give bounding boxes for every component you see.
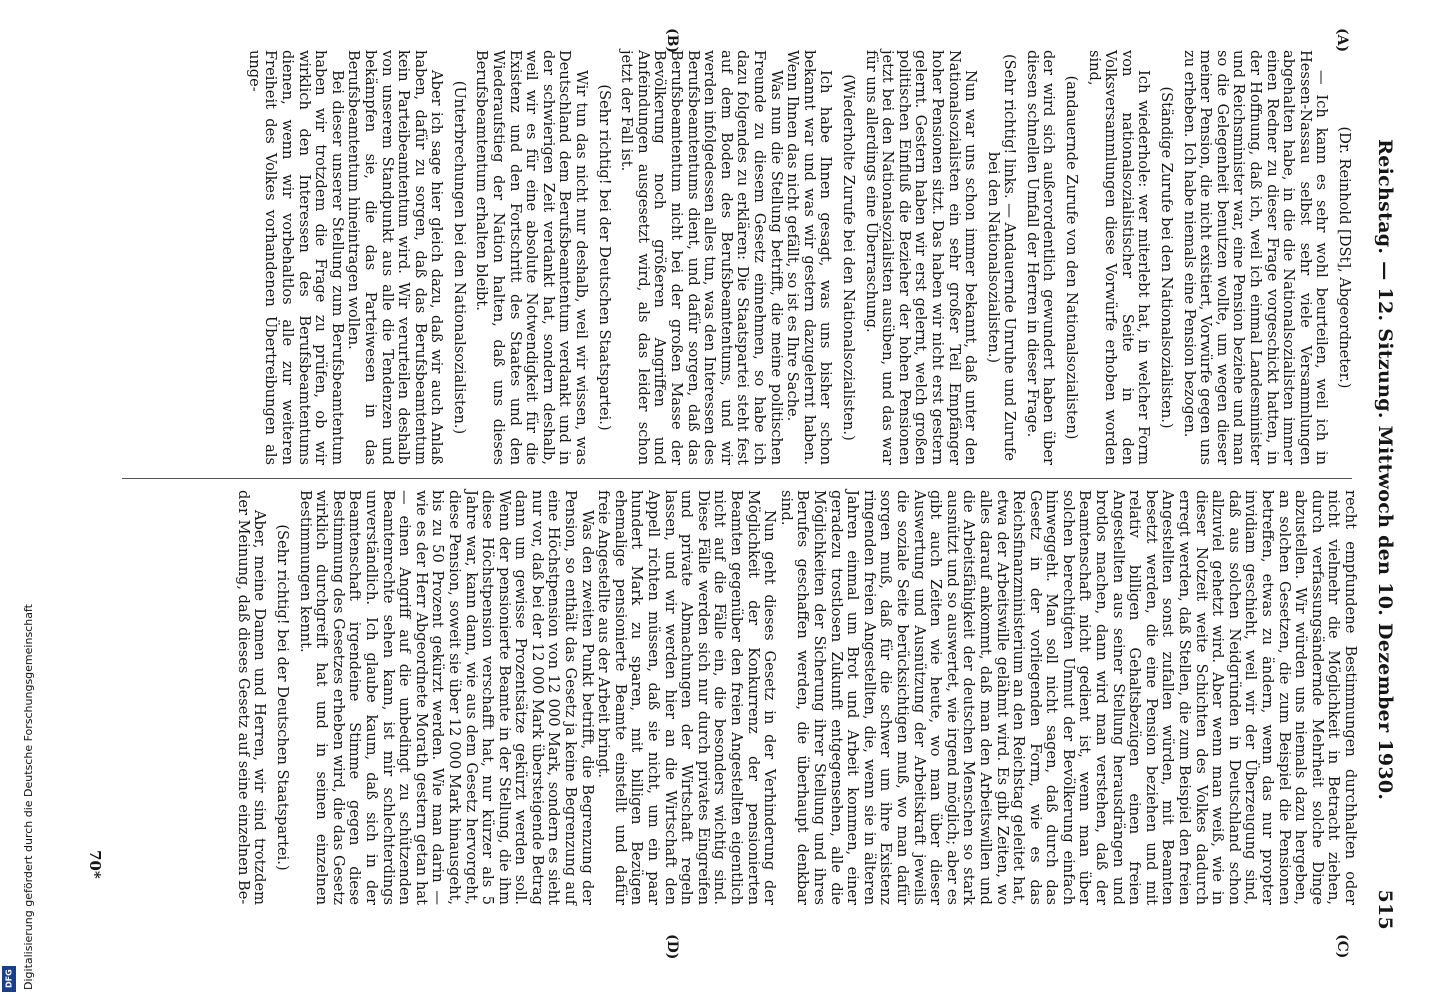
margin-marker-b: (B): [664, 28, 680, 54]
margin-marker-d: (D): [664, 934, 680, 960]
paragraph: — Ich kann es sehr wohl beurteilen, weil ich in Hessen-Nassau selbst sehr viele Versammlungen abgehalten habe, in die die Nationalsozialisten immer einen Redner zu dieser Frage vorgeschickt hatten, in der Hoffnung, daß ich, weil ich einmal Landesminister und Reichsminister war, eine Pension beziehe und man so die Gelegenheit benutzen wollte, um wegen dieser meiner Pension, die nicht existiert, Vorwürfe gegen uns zu erheben. Ich habe niemals eine Pension bezogen.: [1180, 50, 1331, 465]
left-column: [245, 50, 1358, 465]
paragraph: Aber ich sage hier gleich dazu, daß wir auch Anlaß haben, dafür zu sorgen, daß das Berufsbeamtentum kein Parteibeamtentum wird. Wir verurteilen deshalb von unserem Standpunkt aus alle die Tendenzen und bekämpfen sie, die das Parteiwesen in das Berufsbeamtentum hineintragen wollen.: [345, 50, 446, 465]
paragraph: der wird sich außerordentlich gewundert haben über diesen schnellen Umfall der Herren in dieser Frage.: [1023, 50, 1058, 465]
paragraph: Was nun die Stellung betrifft, die meine politischen Freunde zu diesem Gesetz einnehmen, so habe ich dazu folgendes zu erklären: Die Staatspartei steht fest auf dem Boden des Berufsbeamtentums, und wir werden infolgedessen alles tun, was den Interessen des Berufsbeamtentums dient, und dafür sorgen, daß das Berufsbeamtentum nicht bei der großen Masse der Bevölkerung noch größeren Angriffen und Anfeindungen ausgesetzt wird, als das leider schon jetzt der Fall ist.: [618, 50, 785, 465]
header-title: Reichstag. — 12. Sitzung. Mittwoch den 10. Dezember 1930.: [1374, 139, 1396, 801]
paragraph: recht empfundene Bestimmungen durchhalten oder nicht vielmehr die Möglichkeit in Betracht ziehen, durch verfassungsändernde Mehrheit solche Dinge abzustellen. Wir würden uns niemals dazu hergeben, an solchen Gesetzen, die zum Beispiel die Pensionen betreffen, etwas zu ändern, wenn das nur propter invidiam geschieht, weil wir der Überzeugung sind, daß aus solchen Neidgründen in Deutschland schon allzuviel gehetzt wird. Aber wenn man weiß, wie in dieser Notzeit weite Schichten des Volkes dadurch erregt werden, daß Stellen, die zum Beispiel den freien Angestellten sonst zufallen würden, mit Beamten besetzt werden, die eine Pension beziehen und mit relativ billigen Gehaltsbezügen einen freien Angestellten aus seiner Stellung herausdrängen und brotlos machen, dann wird man verstehen, daß der Beamtenschaft nicht gedient ist, wenn man über solchen berechtigten Unmut der Bevölkerung einfach hinweggeht. Man soll nicht sagen, daß durch das Gesetz in der vorliegenden Form, wie es das Reichsfinanzministerium an den Reichstag geleitet hat, etwa der Arbeitswille gelähmt wird. Es gibt Zeiten, wo alles darauf ankommt, daß man den Arbeitswillen und die Arbeitsfähigkeit der deutschen Menschen so stark ausnützt und so auswertet, wie irgend möglich; aber es gibt auch Zeiten wie heute, wo man über dieser Auswertung und Ausnützung der Arbeitskraft jeweils die soziale Seite berücksichtigen muß, wo man dafür sorgen muß, daß für die schwer um ihre Existenz ringenden freien Angestellten, die, wenn sie in älteren Jahren einmal um Brot und Arbeit kommen, einer geradezu trostlosen Zukunft entgegensehen, alle die Möglichkeiten der Sicherung ihrer Stellung und ihres Berufes geschaffen werden, die überhaupt denkbar sind.: [777, 490, 1359, 905]
paragraph: Nun geht dieses Gesetz in der Verhinderung der Möglichkeit der Konkurrenz der pensionierten Beamten gegenüber den freien Angestellten eigentlich nicht auf die Fälle ein, die besonders wichtig sind. Diese Fälle werden sich nur durch privates Eingreifen und private Abmachungen der Wirtschaft regeln lassen, und wir werden hier an die Wirtschaft den Appell richten müssen, daß sie nicht, um ein paar hundert Mark zu sparen, mit billigen Bezügen ehemalige pensionierte Beamte einstellt und dafür freie Angestellte aus der Arbeit bringt.: [595, 490, 779, 905]
dfg-logo-icon: DFG: [2, 966, 16, 992]
margin-marker-c: (C): [1334, 934, 1350, 959]
paragraph: Nun war uns schon immer bekannt, daß unter den Nationalsozialisten ein sehr großer Teil Empfänger hoher Pensionen sitzt. Das haben wir nicht erst gestern gelernt. Gestern haben wir erst gelernt, welch großen politischen Einfluß die Bezieher der hohen Pensionen jetzt bei den Nationalsozialisten ausüben, und das war für uns allerdings eine Überraschung.: [862, 50, 980, 465]
right-column: [234, 490, 1358, 905]
interjection: (Wiederholte Zurufe bei den Nationalsozialisten.): [839, 74, 857, 441]
paragraph: Ich wiederhole: wer miterlebt hat, in welcher Form von nationalsozialistischer Seite in den Volksversammlungen diese Vorwürfe erhoben worden sind,: [1085, 50, 1153, 465]
paragraph: Was den zweiten Punkt betrifft, die Begrenzung der Pension, so enthält das Gesetz ja keine Begrenzung auf eine Höchstpension von 12 000 Mark, sondern es sieht nur vor, daß bei der 12 000 Mark übersteigende Betrag dann um gewisse Prozentsätze gekürzt werden soll. Wenn der pensionierte Beamte in der Stellung, die ihm diese Höchstpension verschafft hat, nur kürzer als 5 Jahre war, kann dann, wie aus dem Gesetz hervorgeht, diese Pension, soweit sie über 12 000 Mark hinausgeht, bis zu 50 Prozent gekürzt werden. Wie man darin — wie es der Herr Abgeordnete Morath gestern getan hat — einen Angriff auf die unbedingt zu schützenden Beamtenrechte sehen kann, ist mir schlechterdings unverständlich. Ich glaube kaum, daß sich in der Beamtenschaft irgendeine Stimme gegen diese Bestimmung des Gesetzes erheben wird, die das Gesetz wirklich durchgreift hat und in seinen einzelnen Bestimmungen kennt.: [296, 490, 596, 905]
interjection: (Unterbrechungen bei den Nationalsozialisten.): [450, 80, 468, 435]
margin-marker-a: (A): [1334, 28, 1350, 53]
speaker-line: (Dr. Reinhold [DSt], Abgeordneter.): [1336, 126, 1353, 389]
column-divider: [122, 478, 1352, 479]
interjection: (Ständige Zurufe bei den Nationalsozialisten.): [1158, 86, 1176, 429]
paragraph: Ich habe Ihnen gesagt, was uns bisher schon bekannt war und was wir gestern dazugelernt haben. Wenn Ihnen das nicht gefällt, so ist es Ihre Sache.: [784, 50, 835, 465]
page-number: 515: [1374, 889, 1396, 930]
interjection: (Sehr richtig! bei der Deutschen Staatspartei.): [274, 524, 291, 871]
rotated-page: [80, 28, 1400, 960]
footer-credit: Digitalisierung gefördert durch die Deutsche Forschungsgemeinschaft: [22, 604, 35, 990]
paragraph: Bei dieser unserer Stellung zum Berufsbeamtentum haben wir trotzdem die Frage zu prüfen, ob wir wirklich den Interessen des Berufsbeamtentums dienen, wenn wir vorbehaltlos alle zur weiteren Freiheit des Volkes vorhandenen Übertreibungen als unge-: [245, 50, 346, 465]
paragraph: Wir tun das nicht nur deshalb, weil wir wissen, was Deutschland dem Berufsbeamtentum verdankt und in der schwierigen Zeit verdankt hat, sondern deshalb, weil wir es für eine absolute Notwendigkeit für die Existenz und den Fortschritt des Staates und den Wiederaufstieg der Nation halten, daß uns dieses Berufsbeamtentum erhalten bleibt.: [473, 50, 591, 465]
interjection: (Sehr richtig! bei der Deutschen Staatspartei.): [595, 84, 613, 431]
paragraph: Aber, meine Damen und Herren, wir sind trotzdem der Meinung, daß dieses Gesetz auf seine einzelnen Be-: [234, 490, 269, 905]
sheet-signature: 70*: [86, 850, 104, 879]
page-header: [1370, 50, 1400, 930]
interjection: (Sehr richtig! links. — Andauernde Unruhe und Zurufe bei den Nationalsozialisten.): [984, 53, 1019, 461]
interjection: (andauernde Zurufe von den Nationalsozialisten): [1063, 75, 1081, 440]
